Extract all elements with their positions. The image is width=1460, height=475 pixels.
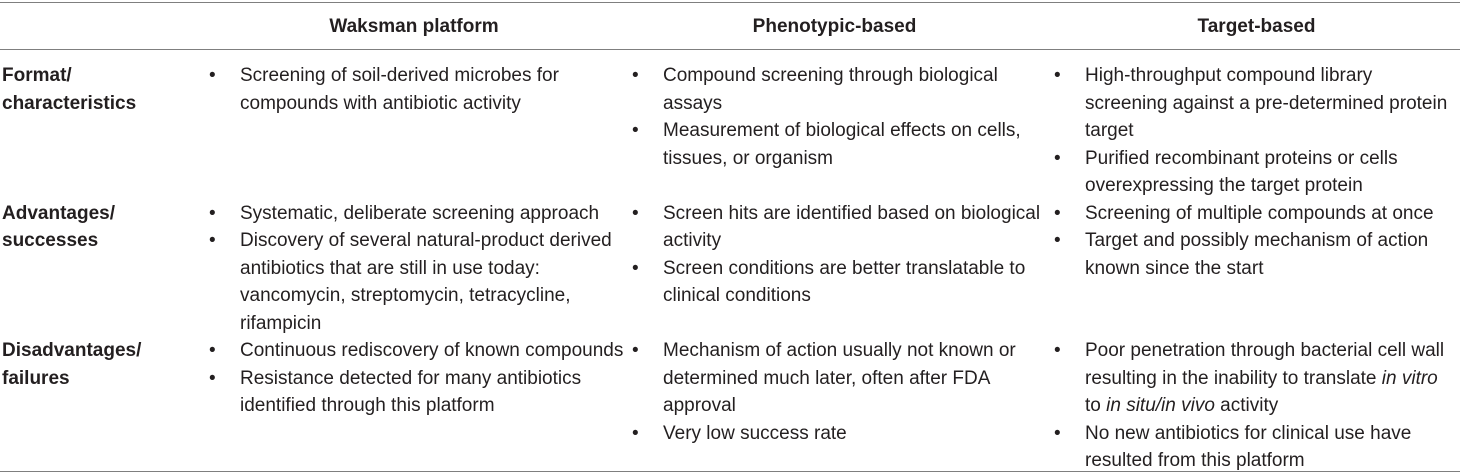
list-item: • Discovery of several natural-product derived antibiotics that are still in use today: vancomycin, streptomycin, tetracycline, rifampicin	[209, 227, 629, 337]
list-item: • No new antibiotics for clinical use have resulted from this platform	[1054, 420, 1454, 475]
list-item: • Compound screening through biological assays	[632, 62, 1052, 117]
column-header-target: Target-based	[1197, 16, 1316, 37]
list-item: • High-throughput compound library screening against a pre-determined protein target	[1054, 62, 1454, 145]
list-item-text: activity	[1214, 395, 1279, 416]
cell-format-target	[1054, 62, 1454, 200]
list-item-text: Poor penetration through bacterial cell wall resulting in the inability to translate	[1085, 340, 1445, 389]
column-header-phenotypic: Phenotypic-based	[752, 16, 917, 37]
cell-format-waksman	[209, 62, 629, 117]
cell-advantages-target	[1054, 200, 1454, 283]
list-item: • Very low success rate	[632, 420, 1052, 448]
list-item-text: to	[1085, 395, 1107, 416]
cell-advantages-waksman	[209, 200, 629, 338]
row-label-format: Format/ characteristics	[2, 65, 137, 114]
list-item: • Screen hits are identified based on biological activity	[632, 200, 1052, 255]
row-label-advantages: Advantages/ successes	[2, 202, 115, 251]
cell-disadvantages-phenotypic	[632, 337, 1052, 447]
table-top-rule	[0, 2, 1460, 3]
list-item: • Measurement of biological effects on cells, tissues, or organism	[632, 117, 1052, 172]
row-label-disadvantages: Disadvantages/ failures	[2, 340, 142, 389]
column-header-waksman: Waksman platform	[329, 16, 499, 37]
list-item: • Screening of soil-derived microbes for compounds with antibiotic activity	[209, 62, 629, 117]
list-item: • Mechanism of action usually not known or determined much later, often after FDA approval	[632, 337, 1052, 420]
list-item: • Purified recombinant proteins or cells overexpressing the target protein	[1054, 145, 1454, 200]
list-item: • Systematic, deliberate screening approach	[209, 200, 629, 228]
cell-format-phenotypic	[632, 62, 1052, 172]
list-item: • Target and possibly mechanism of action known since the start	[1054, 227, 1454, 282]
list-item	[1054, 337, 1454, 420]
italic-term: in situ/in vivo	[1106, 395, 1215, 416]
cell-disadvantages-waksman	[209, 337, 629, 420]
list-item: • Continuous rediscovery of known compounds	[209, 337, 629, 365]
cell-advantages-phenotypic	[632, 200, 1052, 310]
list-item: • Resistance detected for many antibiotics identified through this platform	[209, 365, 629, 420]
italic-term: in vitro	[1381, 367, 1438, 389]
list-item: • Screening of multiple compounds at once	[1054, 200, 1454, 228]
cell-disadvantages-target	[1054, 337, 1454, 475]
table-header-rule	[0, 49, 1460, 50]
list-item: • Screen conditions are better translatable to clinical conditions	[632, 255, 1052, 310]
